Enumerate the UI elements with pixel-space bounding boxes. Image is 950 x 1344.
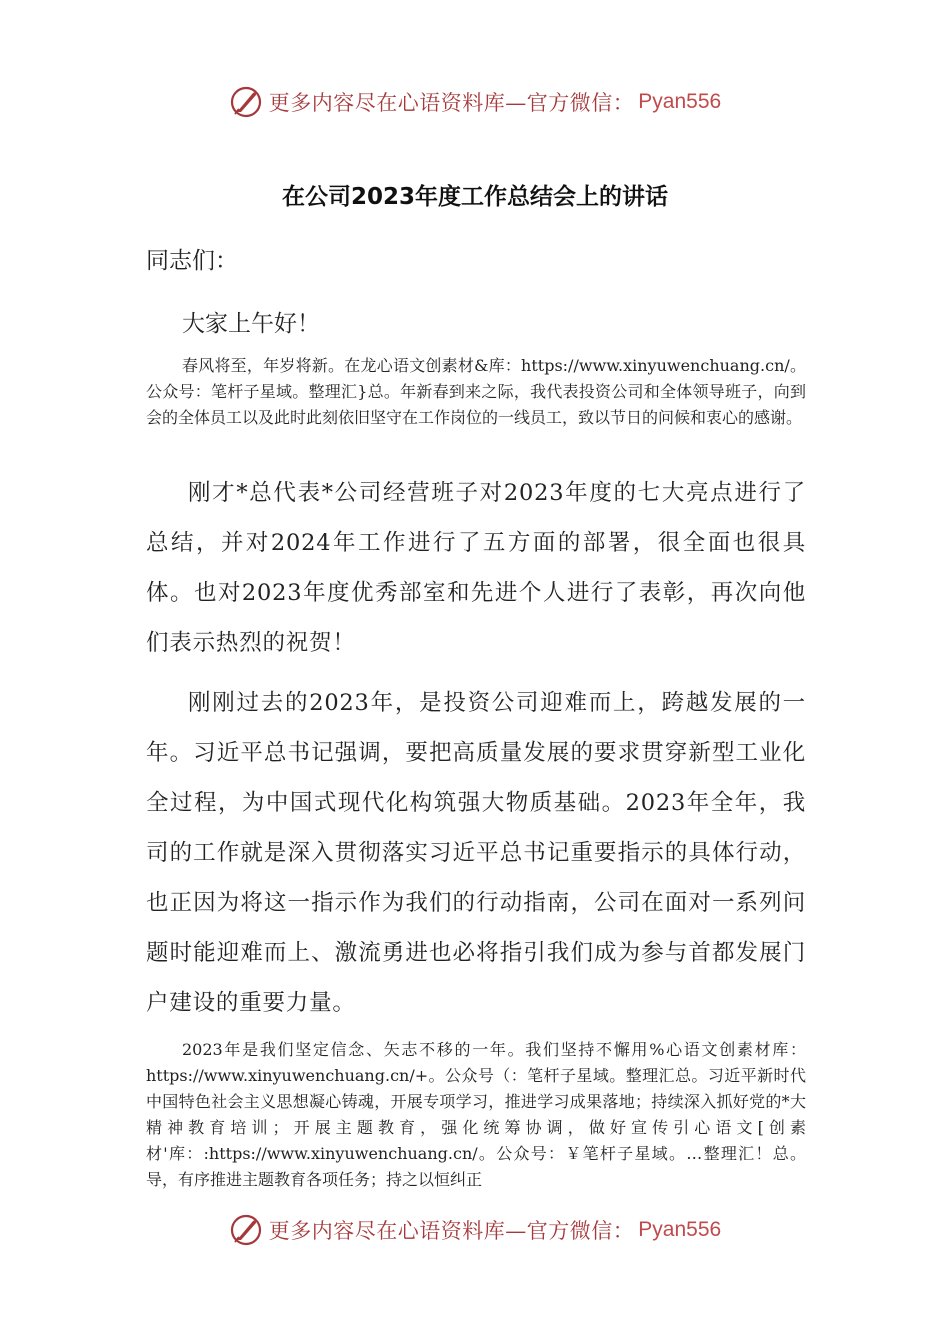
header-watermark-banner [0,82,950,122]
footer-watermark-banner [0,1210,950,1250]
quill-logo-icon [229,1213,263,1247]
paragraph-3-text: 刚刚过去的2023年，是投资公司迎难而上，跨越发展的一年。习近平总书记强调，要把高质量发展的要求贯穿新型工业化全过程，为中国式现代化构筑强大物质基础。2023年全年，我司的工作就是深入贯彻落实习近平总书记重要指示的具体行动，也正因为将这一指示作为我们的行动指南，公司在面对一系列问题时能迎难而上、激流勇进也必将指引我们成为参与首都发展门户建设的重要力量。 [146,690,806,1016]
paragraph-2-text: 刚才*总代表*公司经营班子对2023年度的七大亮点进行了总结，并对2024年工作进行了五方面的部署，很全面也很具体。也对2023年度优秀部室和先进个人进行了表彰，再次向他们表示热烈的祝贺！ [146,480,806,656]
paragraph-1 [146,353,806,431]
paragraph-2 [146,468,806,668]
banner-text: 更多内容尽在心语资料库—官方微信： [268,1219,635,1243]
document-title: 在公司2023年度工作总结会上的讲话 [281,184,668,210]
paragraph-4-text: 2023年是我们坚定信念、矢志不移的一年。我们坚持不懈用%心语文创素材库：https://www.xinyuwenchuang.cn/+。公众号（：笔杆子星域。整理汇总。习近平新时代中国特色社会主义思想凝心铸魂，开展专项学习，推进学习成果落地；持续深入抓好党的*大精神教育培训；开展主题教育，强化统筹协调，做好宣传引心语文[创素材'库：:https://www.xinyuwenchuang.cn/。公众号：￥笔杆子星域。…整理汇！总。导，有序推进主题教育各项任务；持之以恒纠正 [146,1040,806,1189]
quill-logo-icon [229,85,263,119]
greeting: 大家上午好！ [182,311,320,337]
banner-wechat-id: Pyan556 [638,1218,722,1241]
banner-wechat-id: Pyan556 [638,90,722,113]
banner-text: 更多内容尽在心语资料库—官方微信： [268,91,635,115]
salutation: 同志们： [146,248,238,274]
paragraph-3 [146,678,806,1028]
paragraph-1-text: 春风将至，年岁将新。在龙心语文创素材&库：https://www.xinyuwenchuang.cn/。公众号：笔杆子星域。整理汇}总。年新春到来之际，我代表投资公司和全体领导班子，向到会的全体员工以及此时此刻依旧坚守在工作岗位的一线员工，致以节日的问候和衷心的感谢。 [146,356,806,427]
paragraph-4 [146,1037,806,1193]
